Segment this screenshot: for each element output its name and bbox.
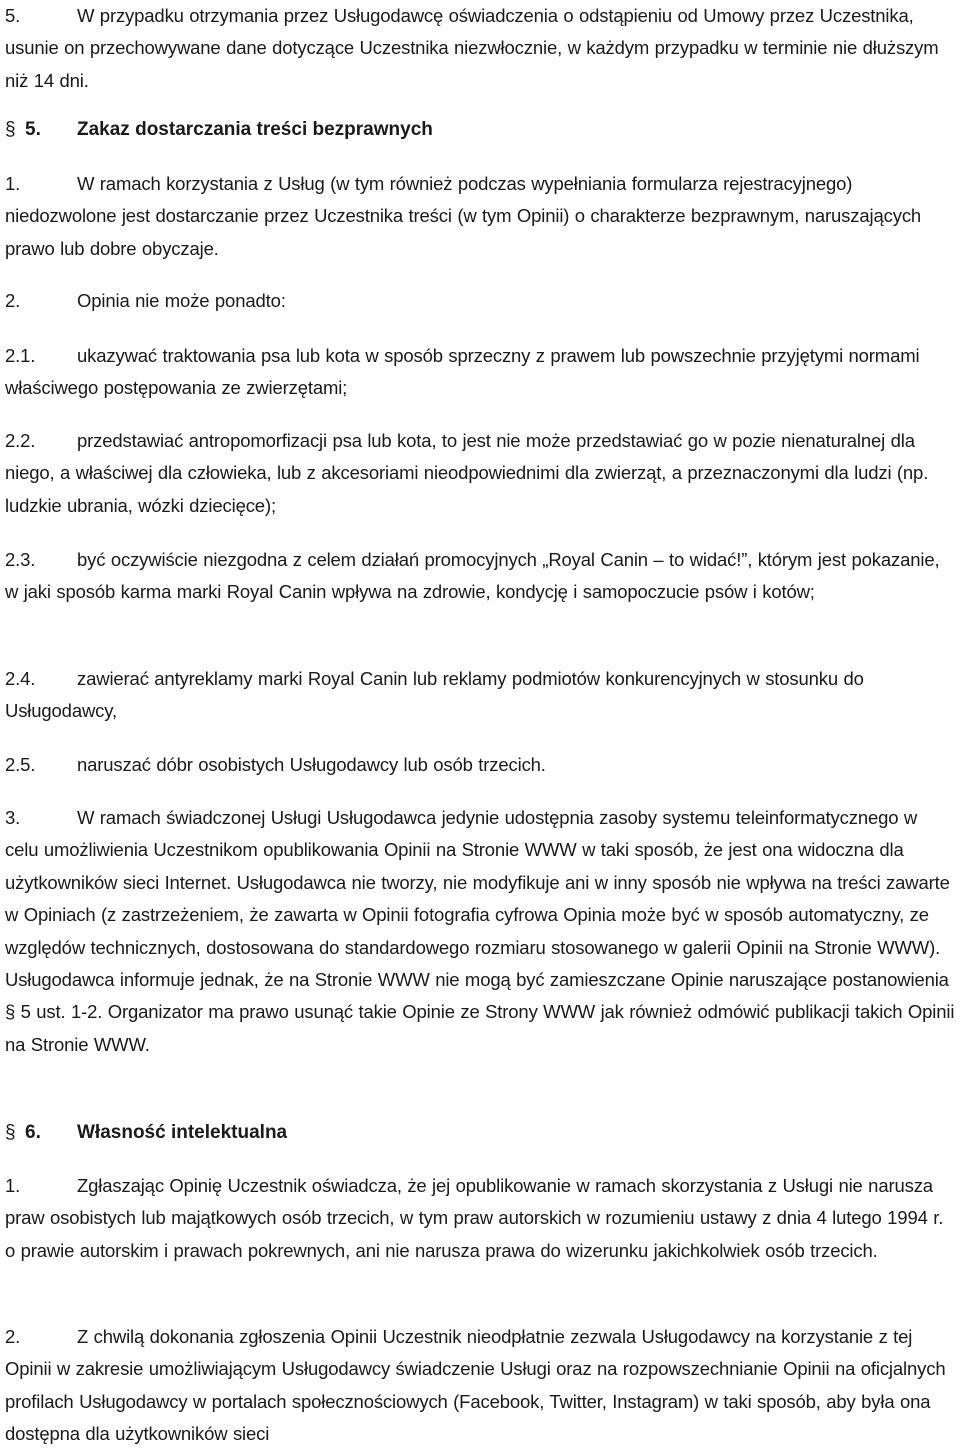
clause-number: 2.3. [5,549,36,570]
clause-5-2-2 [5,425,955,522]
clause-text: być oczywiście niezgodna z celem działań promocyjnych „Royal Canin – to widać!”, którym jest pokazanie, w jaki sposób karma marki Royal Canin wpływa na zdrowie, kondycję i samopoczucie psów i kotów; [5,549,940,603]
clause-text: ukazywać traktowania psa lub kota w sposób sprzeczny z prawem lub powszechnie przyjętymi normami właściwego postępowania ze zwierzętami; [5,345,920,399]
section-symbol: § [5,1122,16,1143]
clause-number: 1. [5,1175,21,1196]
clause-number: 2.5. [5,754,36,775]
clause-5-2-3 [5,544,955,609]
clause-number: 2.1. [5,345,36,366]
clause-number: 1. [5,173,21,194]
clause-number: 2. [5,1326,21,1347]
paragraph-5-withdrawal [5,0,955,97]
clause-5-3 [5,802,955,1061]
clause-number: 2. [5,290,21,311]
clause-5-2-1 [5,340,955,405]
section-heading-5 [5,114,433,146]
clause-text: W ramach korzystania z Usług (w tym również podczas wypełniania formularza rejestracyjnego) niedozwolone jest dostarczanie przez Uczestnika treści (w tym Opinii) o charakterze bezprawnym, naruszających prawo lub dobre obyczaje. [5,173,922,259]
paragraph-text: W przypadku otrzymania przez Usługodawcę oświadczenia o odstąpieniu od Umowy przez Uczestnika, usunie on przechowywane dane dotyczące Uczestnika niezwłocznie, w każdym przypadku w terminie nie dłuższym niż 14 dni. [5,5,939,91]
clause-5-1 [5,168,955,265]
clause-6-2 [5,1321,955,1451]
clause-6-1 [5,1170,955,1267]
clause-text: Z chwilą dokonania zgłoszenia Opinii Uczestnik nieodpłatnie zezwala Usługodawcy na korzystanie z tej Opinii w zakresie umożliwiającym Usługodawcy świadczenie Usługi oraz na rozpowszechnianie Opinii na oficjalnych profilach Usługodawcy w portalach społecznościowych (Facebook, Twitter, Instagram) w taki sposób, aby była ona dostępna dla użytkowników sieci [5,1326,946,1445]
clause-text: zawierać antyreklamy marki Royal Canin lub reklamy podmiotów konkurencyjnych w stosunku do Usługodawcy, [5,668,864,722]
clause-text: Zgłaszając Opinię Uczestnik oświadcza, że jej opublikowanie w ramach skorzystania z Usługi nie narusza praw osobistych lub majątkowych osób trzecich, w tym praw autorskich w rozumieniu ustawy z dnia 4 lutego 1994 r. o prawie autorskim i prawach pokrewnych, ani nie narusza prawa do wizerunku jakichkolwiek osób trzecich. [5,1175,944,1261]
clause-number: 2.4. [5,668,36,689]
section-title: Własność intelektualna [77,1122,288,1143]
clause-number: 3. [5,807,21,828]
section-number: 6. [25,1122,41,1143]
clause-5-2 [5,285,955,317]
section-symbol: § [5,119,16,140]
paragraph-number: 5. [5,5,21,26]
clause-5-2-4 [5,663,955,728]
clause-text: Opinia nie może ponadto: [77,290,286,311]
section-heading-6 [5,1117,287,1149]
clause-number: 2.2. [5,430,36,451]
clause-text: przedstawiać antropomorfizacji psa lub kota, to jest nie może przedstawiać go w pozie nienaturalnej dla niego, a właściwej dla człowieka, lub z akcesoriami nieodpowiednimi dla zwierząt, a przeznaczonymi dla ludzi (np. ludzkie ubrania, wózki dziecięce); [5,430,929,516]
section-title: Zakaz dostarczania treści bezprawnych [77,119,433,140]
clause-5-2-5 [5,749,955,781]
clause-text: naruszać dóbr osobistych Usługodawcy lub osób trzecich. [77,754,546,775]
clause-text: W ramach świadczonej Usługi Usługodawca jedynie udostępnia zasoby systemu teleinformatycznego w celu umożliwienia Uczestnikom opublikowania Opinii na Stronie WWW w taki sposób, że jest ona widoczna dla użytkowników sieci Internet. Usługodawca nie tworzy, nie modyfikuje ani w inny sposób nie wpływa na treści zawarte w Opiniach (z zastrzeżeniem, że zawarta w Opinii fotografia cyfrowa Opinia może być w sposób automatyczny, ze względów technicznych, dostosowana do standardowego rozmiaru stosowanego w galerii Opinii na Stronie WWW). Usługodawca informuje jednak, że na Stronie WWW nie mogą być zamieszczane Opinie naruszające postanowienia § 5 ust. 1-2. Organizator ma prawo usunąć takie Opinie ze Strony WWW jak również odmówić publikacji takich Opinii na Stronie WWW. [5,807,955,1055]
section-number: 5. [25,119,41,140]
